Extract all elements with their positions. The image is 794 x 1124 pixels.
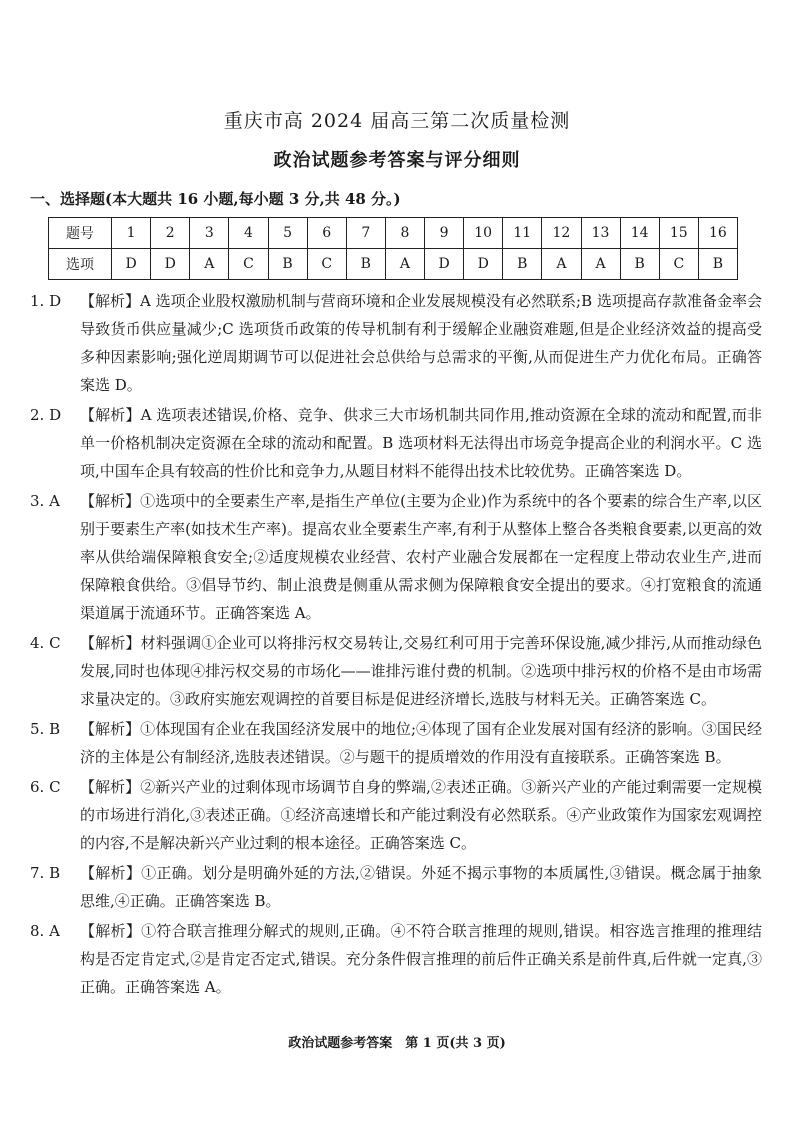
explanation-item: [30, 715, 762, 771]
item-explanation: 【解析】A 选项表述错误,价格、竞争、供求三大市场机制共同作用,推动资源在全球的流动和配置,而非单一价格机制决定资源在全球的流动和配置。B 选项材料无法得出市场竞争提高企业的利润水平。C 选项,中国车企具有较高的性价比和竞争力,从题目材料不能得出技术比较优势。正确答案选 D。: [80, 406, 762, 480]
explanation-item: [30, 401, 762, 485]
answer-cell: A: [581, 249, 620, 280]
question-number-cell: 12: [542, 218, 581, 249]
item-answer: 2. D: [30, 406, 62, 424]
row-label-answer: 选项: [49, 249, 112, 280]
question-number-cell: 14: [620, 218, 659, 249]
question-number-cell: 8: [385, 218, 424, 249]
page-subtitle: 政治试题参考答案与评分细则: [273, 150, 521, 171]
answer-cell: D: [425, 249, 464, 280]
question-number-cell: 16: [698, 218, 737, 249]
answer-cell: B: [346, 249, 385, 280]
question-number-cell: 7: [346, 218, 385, 249]
answer-cell: B: [620, 249, 659, 280]
answer-cell: B: [268, 249, 307, 280]
row-label-number: 题号: [49, 218, 112, 249]
item-explanation: 【解析】A 选项企业股权激励机制与营商环境和企业发展规模没有必然联系;B 选项提高存款准备金率会导致货币供应量减少;C 选项货币政策的传导机制有利于缓解企业融资难题,但是企业经济效益的提高受多种因素影响;强化逆周期调节可以促进社会总供给与总需求的平衡,从而促进生产力优化布局。正确答案选 D。: [80, 292, 762, 394]
question-number-row: [49, 218, 738, 249]
question-number-cell: 10: [464, 218, 503, 249]
answer-cell: B: [698, 249, 737, 280]
answer-cell: D: [464, 249, 503, 280]
explanation-item: [30, 773, 762, 857]
item-explanation: 【解析】②新兴产业的过剩体现市场调节自身的弊端,②表述正确。③新兴产业的产能过剩需要一定规模的市场进行消化,③表述正确。①经济高速增长和产能过剩没有必然联系。④产业政策作为国家宏观调控的内容,不是解决新兴产业过剩的根本途径。正确答案选 C。: [80, 778, 762, 852]
item-explanation: 【解析】①符合联言推理分解式的规则,正确。④不符合联言推理的规则,错误。相容选言推理的推理结构是否定肯定式,②是肯定否定式,错误。充分条件假言推理的前后件正确关系是前件真,后件就一定真,③正确。正确答案选 A。: [80, 922, 762, 996]
item-answer: 4. C: [30, 634, 61, 652]
item-explanation: 【解析】材料强调①企业可以将排污权交易转让,交易红利可用于完善环保设施,减少排污,从而推动绿色发展,同时也体现④排污权交易的市场化——谁排污谁付费的机制。②选项中排污权的价格不是由市场需求量决定的。③政府实施宏观调控的首要目标是促进经济增长,选肢与材料无关。正确答案选 C。: [80, 634, 762, 708]
question-number-cell: 15: [659, 218, 698, 249]
answer-cell: D: [112, 249, 151, 280]
answer-cell: C: [659, 249, 698, 280]
item-answer: 3. A: [30, 492, 60, 510]
item-answer: 1. D: [30, 292, 62, 310]
explanation-item: [30, 859, 762, 915]
question-number-cell: 3: [190, 218, 229, 249]
item-explanation: 【解析】①体现国有企业在我国经济发展中的地位;④体现了国有企业发展对国有经济的影响。③国民经济的主体是公有制经济,选肢表述错误。②与题干的提质增效的作用没有直接联系。正确答案选 B。: [80, 720, 762, 766]
item-answer: 6. C: [30, 778, 61, 796]
explanation-item: [30, 629, 762, 713]
page-footer: 政治试题参考答案 第 1 页(共 3 页): [288, 1036, 506, 1051]
answer-cell: A: [190, 249, 229, 280]
answer-cell: C: [229, 249, 268, 280]
question-number-cell: 2: [151, 218, 190, 249]
explanation-list: [30, 287, 762, 1003]
answer-table: [48, 217, 738, 280]
question-number-cell: 13: [581, 218, 620, 249]
item-answer: 5. B: [30, 720, 61, 738]
answer-cell: B: [503, 249, 542, 280]
answer-cell: A: [385, 249, 424, 280]
question-number-cell: 9: [425, 218, 464, 249]
question-number-cell: 11: [503, 218, 542, 249]
item-explanation: 【解析】①选项中的全要素生产率,是指生产单位(主要为企业)作为系统中的各个要素的综合生产率,以区别于要素生产率(如技术生产率)。提高农业全要素生产率,有利于从整体上整合各类粮食要素,以更高的效率从供给端保障粮食安全;②适度规模农业经营、农村产业融合发展都在一定程度上带动农业生产,进而保障粮食供给。③倡导节约、制止浪费是侧重从需求侧为保障粮食安全提出的要求。④打宽粮食的流通渠道属于流通环节。正确答案选 A。: [80, 492, 762, 622]
question-number-cell: 1: [112, 218, 151, 249]
question-number-cell: 6: [307, 218, 346, 249]
page-title: 重庆市高 2024 届高三第二次质量检测: [223, 110, 571, 132]
answer-cell: C: [307, 249, 346, 280]
item-explanation: 【解析】①正确。划分是明确外延的方法,②错误。外延不揭示事物的本质属性,③错误。概念属于抽象思维,④正确。正确答案选 B。: [80, 864, 762, 910]
answer-cell: D: [151, 249, 190, 280]
item-answer: 8. A: [30, 922, 60, 940]
question-number-cell: 5: [268, 218, 307, 249]
answer-row: [49, 249, 738, 280]
item-answer: 7. B: [30, 864, 61, 882]
section-heading: 一、选择题(本大题共 16 小题,每小题 3 分,共 48 分。): [30, 190, 401, 208]
explanation-item: [30, 487, 762, 627]
explanation-item: [30, 287, 762, 399]
explanation-item: [30, 917, 762, 1001]
question-number-cell: 4: [229, 218, 268, 249]
answer-cell: A: [542, 249, 581, 280]
